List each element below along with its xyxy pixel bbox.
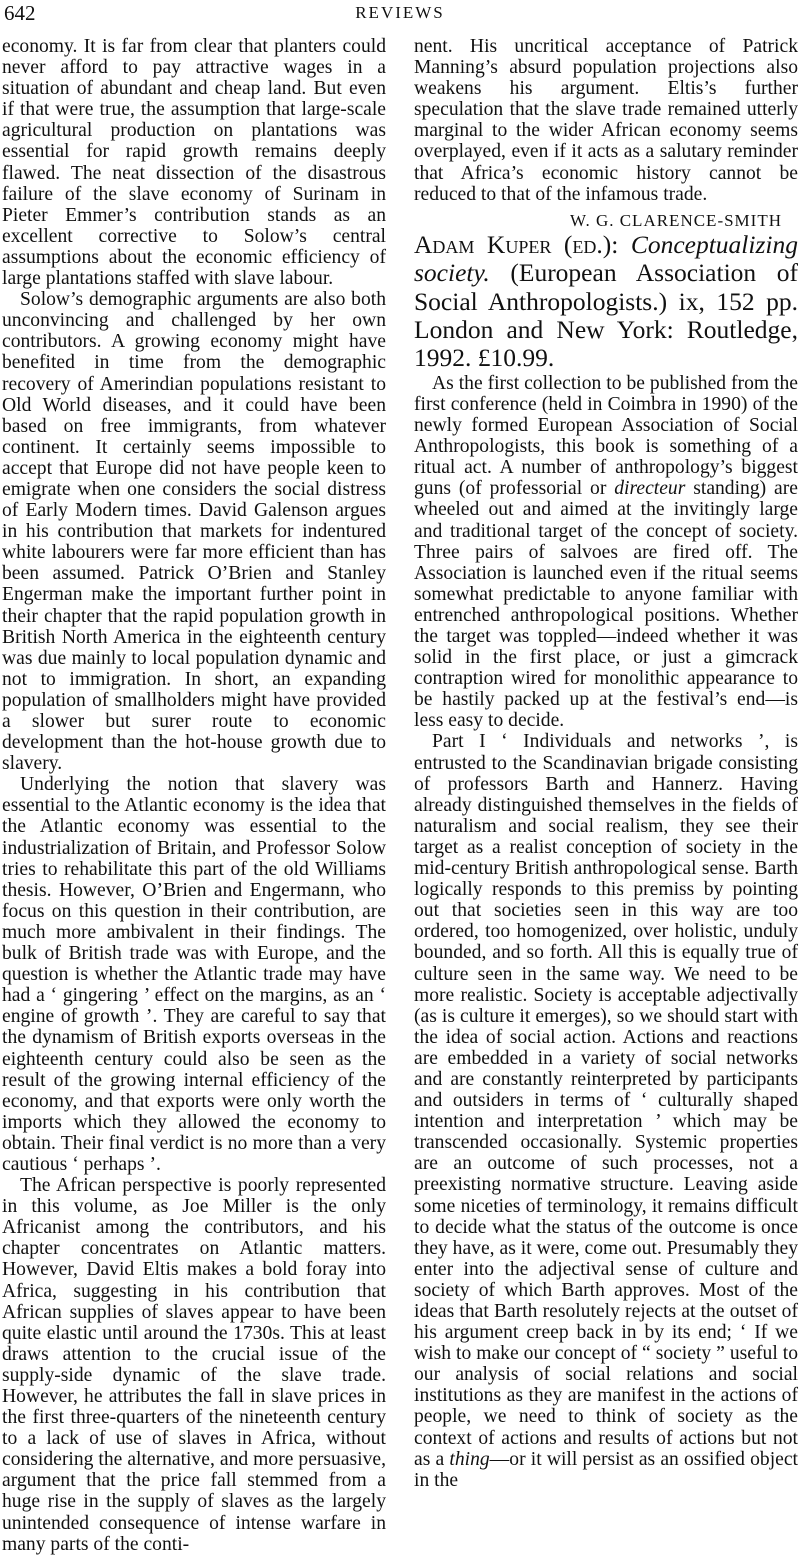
page-number: 642 xyxy=(4,1,36,25)
reviewer-signature: W. G. CLARENCE-SMITH xyxy=(569,210,782,230)
review-paragraph-1-text-b: standing) are wheeled out and aimed at the invitingly large and traditional target of the concept of society. Three pairs of salvoes are fired off. The Association is launched even if the ritual seems somewhat predictable to anyone familiar with entrenched anthropological positions. Whether the target was toppled—indeed whether it was solid in the first place, or just a gimcrack contraption wired for monolithic appearance to be hastily packed up at the festival’s end—is less easy to decide. xyxy=(414,478,798,732)
running-head: REVIEWS xyxy=(355,3,445,22)
review-paragraph-2-text-b: —or it will persist as an ossified object in the xyxy=(414,1448,799,1491)
book-author: Adam Kuper (ed.): xyxy=(414,229,619,259)
page-header xyxy=(0,0,800,26)
book-details: (European Association of Social Anthropologists.) ix, 152 pp. London and New York: Routledge, 1992. £10.99. xyxy=(414,258,799,373)
review-paragraph-1-text-a: As the first collection to be published from the first conference (held in Coimbra in 1990) of the newly formed European Association of Social Anthropologists, this book is something of a ritual act. A number of anthropology’s biggest guns (of professorial or xyxy=(414,372,798,500)
review-paragraph-1-italic: directeur xyxy=(614,478,686,500)
left-paragraph-3: Underlying the notion that slavery was essential to the Atlantic economy is the idea that the Atlantic economy was essential to the industrialization of Britain, and Professor Solow tries to rehabilitate this part of the old Williams thesis. However, O’Brien and Engermann, who focus on this question in their contribution, are much more ambivalent in their findings. The bulk of British trade was with Europe, and the question is whether the Atlantic trade may have had a ‘ gingering ’ effect on the margins, as an ‘ engine of growth ’. They are careful to say that the dynamism of British exports overseas in the eighteenth century could also be seen as the result of the growing internal efficiency of the economy, and that exports were only worth the imports which they allowed the economy to obtain. Their final verdict is no more than a very cautious ‘ perhaps ’. xyxy=(2,774,386,1175)
left-column xyxy=(2,36,386,1555)
review-paragraph-2 xyxy=(414,731,798,1490)
right-column xyxy=(414,36,798,1491)
left-paragraph-1: economy. It is far from clear that planters could never afford to pay attractive wages in a situation of abundant and cheap land. But even if that were true, the assumption that large-scale agricultural production on plantations was essential for rapid growth remains deeply flawed. The neat dissection of the disastrous failure of the slave economy of Surinam in Pieter Emmer’s contribution stands as an excellent corrective to Solow’s central assumptions about the economic efficiency of large plantations staffed with slave labour. xyxy=(2,36,386,290)
review-paragraph-2-italic: thing xyxy=(449,1448,490,1470)
left-paragraph-2: Solow’s demographic arguments are also both unconvincing and challenged by her own contributors. A growing economy might have benefited in time from the demographic recovery of Amerindian populations resistant to Old World diseases, and it could have been based on free immigrants, from whatever continent. It certainly seems impossible to accept that Europe did not have people keen to emigrate when one considers the social distress of Early Modern times. David Galenson argues in his contribution that markets for indentured white labourers were far more efficient than has been assumed. Patrick O’Brien and Stanley Engerman make the important further point in their chapter that the rapid population growth in British North America in the eighteenth century was due mainly to local population dynamic and not to immigration. In short, an expanding population of smallholders might have provided a slower but surer route to economic development than the hot-house growth due to slavery. xyxy=(2,289,386,775)
book-title: Conceptualizing society. xyxy=(414,229,798,288)
book-heading xyxy=(414,231,798,373)
left-paragraph-4: The African perspective is poorly represented in this volume, as Joe Miller is the only Africanist among the contributors, and his chapter concentrates on Atlantic matters. However, David Eltis makes a bold foray into Africa, suggesting in his contribution that African supplies of slaves appear to have been quite elastic until around the 1730s. This at least draws attention to the crucial issue of the supply-side dynamic of the slave trade. However, he attributes the fall in slave prices in the first three-quarters of the nineteenth century to a lack of use of slaves in Africa, without considering the alternative, and more persuasive, argument that the price fall stemmed from a huge rise in the supply of slaves as the largely unintended consequence of intense warfare in many parts of the conti- xyxy=(2,1175,386,1555)
review-paragraph-2-text-a: Part I ‘ Individuals and networks ’, is entrusted to the Scandinavian brigade consisting of professors Barth and Hannerz. Having already distinguished themselves in the fields of naturalism and social realism, they see their target as a realist conception of society in the mid-century British anthropological sense. Barth logically responds to this premiss by pointing out that societies seen in this way are too ordered, too homogenized, over holistic, unduly bounded, and so forth. All this is equally true of culture seen in the same way. We need to be more realistic. Society is acceptable adjectivally (as is culture it emerges), so we should start with the idea of social action. Actions and reactions are embedded in a variety of social networks and are constantly reinterpreted by participants and outsiders in terms of ‘ culturally shaped intention and interpretation ’ which may be transcended occasionally. Systemic properties are an outcome of such processes, not a preexisting normative structure. Leaving aside some niceties of terminology, it remains difficult to decide what the status of the outcome is once they have, as it were, come out. Presumably they enter into the adjectival sense of culture and society of which Barth approves. Most of the ideas that Barth resolutely rejects at the outset of his argument creep back in by its end; ‘ If we wish to make our concept of “ society ” useful to our analysis of social relations and social institutions as they are manifest in the actions of people, we need to think of society as the context of actions and results of actions but not as a xyxy=(414,731,798,1470)
previous-review-ending: nent. His uncritical acceptance of Patrick Manning’s absurd population projections also weakens his argument. Eltis’s further speculation that the slave trade remained utterly marginal to the wider African economy seems overplayed, even if it acts as a salutary reminder that Africa’s economic history cannot be reduced to that of the infamous trade. xyxy=(414,36,798,205)
review-paragraph-1 xyxy=(414,373,798,732)
